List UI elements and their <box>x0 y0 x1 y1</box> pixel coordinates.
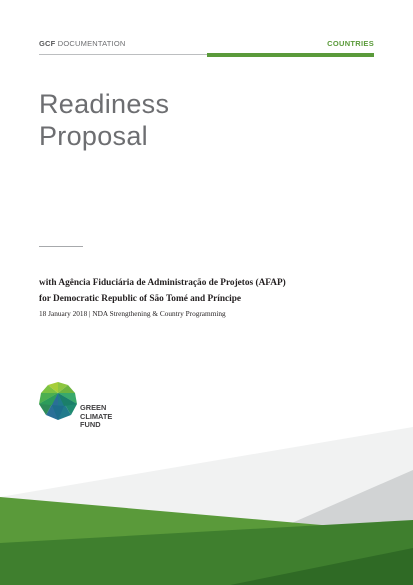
logo-line-2: CLIMATE <box>80 411 113 421</box>
title-line-1: Readiness <box>39 89 170 119</box>
subtitle-line-2: for Democratic Republic of São Tomé and Príncipe <box>39 294 242 304</box>
proposal-subtitle <box>39 275 286 307</box>
header-rule <box>39 54 207 55</box>
date-line: 18 January 2018 | NDA Strengthening & Country Programming <box>39 309 226 318</box>
subtitle-line-1: with Agência Fiduciária de Administração de Projetos (AFAP) <box>39 278 286 288</box>
header-label: DOCUMENTATION <box>57 39 126 48</box>
title-divider <box>39 246 83 247</box>
gcf-wordmark <box>80 404 112 430</box>
header-accent-rule <box>207 53 374 57</box>
page-title <box>39 88 169 152</box>
header-section: COUNTRIES <box>327 39 374 48</box>
logo-line-3: FUND <box>80 420 101 430</box>
logo-line-1: GREEN <box>80 403 107 412</box>
title-line-2: Proposal <box>39 121 148 151</box>
doc-category <box>39 39 125 48</box>
header-org: GCF <box>39 39 56 48</box>
